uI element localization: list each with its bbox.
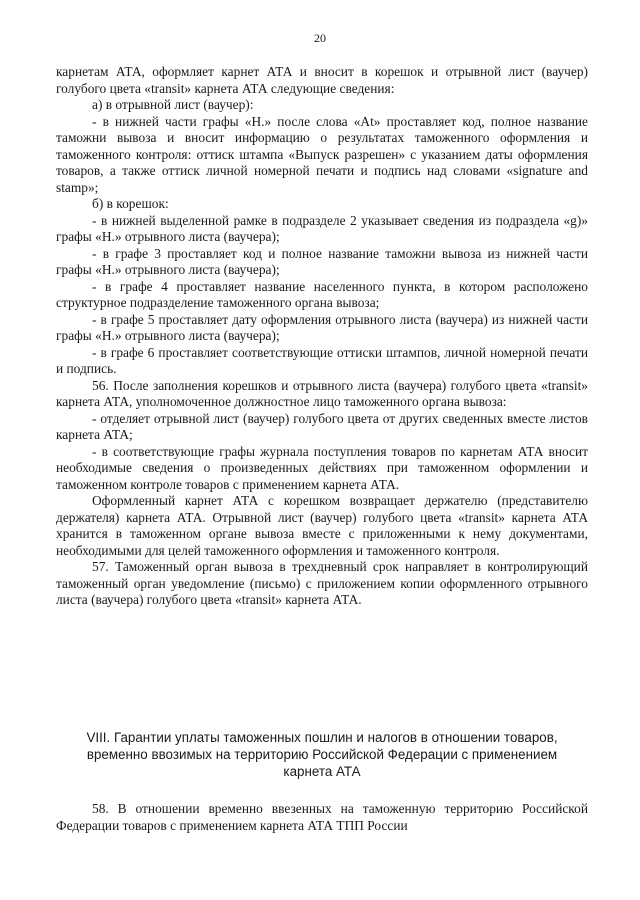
paragraph-56-return: Оформленный карнет АТА с корешком возвращает держателю (представителю держателя) карнета АТА. Отрывной лист (ваучер) голубого цвета «transit» карнета АТА хранится в таможенном органе вывоза вместе с приложенными к нему документами, необходимыми для целей таможенного оформления и таможенного контроля. xyxy=(56,493,588,558)
section-heading-line: карнета АТА xyxy=(283,764,361,779)
paragraph-56-item-2: - в соответствующие графы журнала поступления товаров по карнетам АТА вносит необходимые сведения о произведенных действиях при таможенном оформлении и таможенном контроле товаров с применением карнета АТА. xyxy=(56,443,588,492)
document-tail xyxy=(56,801,588,834)
paragraph-56: 56. После заполнения корешков и отрывного листа (ваучера) голубого цвета «transit» карнета АТА, уполномоченное должностное лицо таможенного органа вывоза: xyxy=(56,377,588,409)
section-heading xyxy=(56,729,588,780)
list-item-b-detail-1: - в нижней выделенной рамке в подразделе 2 указывает сведения из подраздела «g)» графы «Н.» отрывного листа (ваучера); xyxy=(56,212,588,244)
list-item-b-detail-2: - в графе 3 проставляет код и полное название таможни вывоза из нижней части графы «Н.» отрывного листа (ваучера); xyxy=(56,245,588,277)
paragraph-continuation: карнетам АТА, оформляет карнет АТА и вносит в корешок и отрывной лист (ваучер) голубого цвета «transit» карнета АТА следующие сведения: xyxy=(56,64,588,96)
list-item-b-detail-4: - в графе 5 проставляет дату оформления отрывного листа (ваучера) из нижней части графы «Н.» отрывного листа (ваучера); xyxy=(56,311,588,343)
list-item-b-detail-3: - в графе 4 проставляет название населенного пункта, в котором расположено структурное подразделение таможенного органа вывоза; xyxy=(56,278,588,310)
section-heading-line: VIII. Гарантии уплаты таможенных пошлин и налогов в отношении товаров, xyxy=(86,730,558,745)
section-heading-line: временно ввозимых на территорию Российской Федерации с применением xyxy=(86,747,558,762)
document-body xyxy=(56,64,588,609)
list-item-a-detail: - в нижней части графы «Н.» после слова «At» проставляет код, полное название таможни вывоза и вносит информацию о результатах таможенного оформления и таможенного контроля: оттиск штампа «Выпуск разрешен» с указанием даты оформления товаров, а также оттиск личной номерной печати и подпись над словами «signature and stamp»; xyxy=(56,113,588,195)
paragraph-57: 57. Таможенный орган вывоза в трехдневный срок направляет в контролирующий таможенный орган уведомление (письмо) с приложением копии оформленного отрывного листа (ваучера) голубого цвета «transit» карнета АТА. xyxy=(56,559,588,607)
page-number: 20 xyxy=(314,31,326,45)
list-item-b-detail-5: - в графе 6 проставляет соответствующие оттиски штампов, личной номерной печати и подпись. xyxy=(56,344,588,376)
list-item-a: а) в отрывной лист (ваучер): xyxy=(92,97,254,112)
list-item-b: б) в корешок: xyxy=(92,196,169,211)
paragraph-58: 58. В отношении временно ввезенных на таможенную территорию Российской Федерации товаров с применением карнета АТА ТПП России xyxy=(56,801,588,833)
paragraph-56-item-1: - отделяет отрывной лист (ваучер) голубого цвета от других сведенных вместе листов карнета АТА; xyxy=(56,410,588,442)
